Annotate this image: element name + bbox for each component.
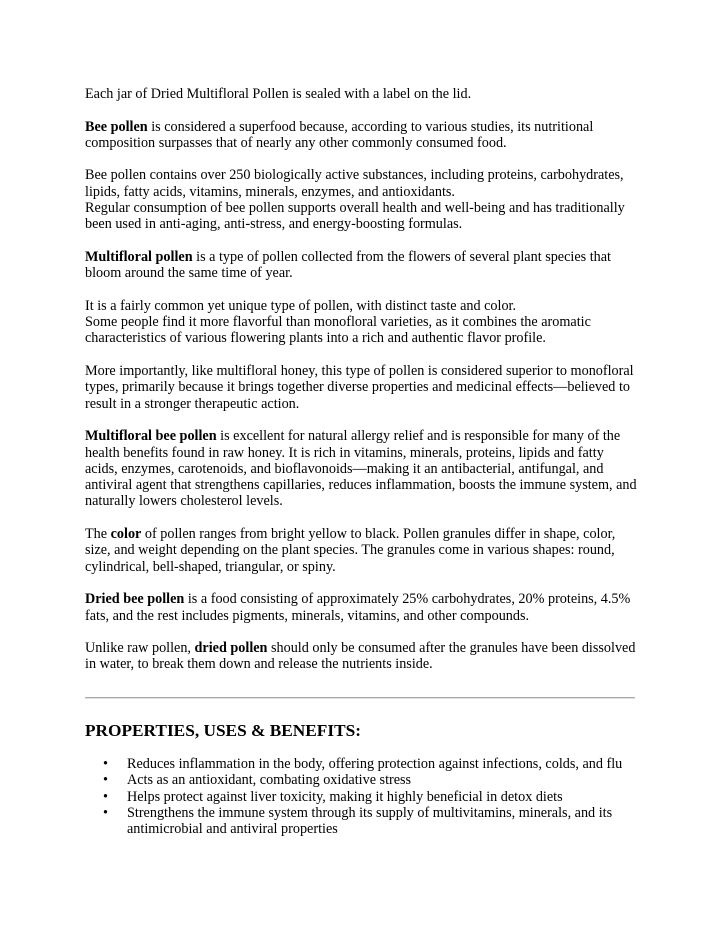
bullet-icon: • [103,756,108,772]
paragraph-substances: Bee pollen contains over 250 biologically active substances, including proteins, carbohydrates, lipids, fatty acids, vitamins, minerals, enzymes, and antioxidants. [85,167,624,200]
bold-term: dried pollen [194,640,268,657]
paragraph-text: is a food consisting of approximately 25% carbohydrates, 20% proteins, 4.5% fats, and the rest includes pigments, minerals, vitamins, and other compounds. [85,591,631,624]
list-item-text: Helps protect against liver toxicity, making it highly beneficial in detox diets [127,788,563,805]
bold-term: Bee pollen [85,118,148,135]
paragraph-text: Unlike raw pollen, [85,640,195,657]
list-item [85,772,635,788]
bold-term: Multifloral pollen [85,248,193,265]
body-text [85,86,640,689]
paragraph-text: The [85,526,111,543]
paragraph-superfood [85,119,640,152]
paragraph-composition [85,591,640,624]
bullet-icon: • [103,788,108,805]
paragraph-text: is considered a superfood because, according to various studies, its nutritional composition surpasses that of nearly any other commonly consumed food. [85,118,594,151]
list-item-text: Acts as an antioxidant, combating oxidative stress [127,772,412,789]
paragraph-consumption [85,640,640,673]
list-item [85,789,635,805]
paragraph-color [85,526,640,575]
list-item-text: Strengthens the immune system through its supply of multivitamins, minerals, and its antimicrobial and antiviral properties [127,804,613,838]
paragraph-text: is a type of pollen collected from the flowers of several plant species that bloom around the same time of year. [85,248,611,282]
list-item-text: Reduces inflammation in the body, offering protection against infections, colds, and flu [127,756,623,772]
paragraph-multifloral-definition [85,249,640,282]
list-item [85,756,635,772]
paragraph-flavor: Some people find it more flavorful than monofloral varieties, as it combines the aromatic characteristics of various flowering plants into a rich and authentic flavor profile. [85,314,591,347]
paragraph-jar-label: Each jar of Dried Multifloral Pollen is sealed with a label on the lid. [85,86,472,102]
bullet-icon: • [103,804,108,821]
bullet-icon: • [103,772,108,789]
bold-term: color [110,526,142,543]
paragraph-text: should only be consumed after the granules have been dissolved in water, to break them down and release the nutrients inside. [85,640,636,673]
paragraph-common-type: It is a fairly common yet unique type of pollen, with distinct taste and color. [85,297,517,314]
paragraph-superior: More importantly, like multifloral honey, this type of pollen is considered superior to monofloral types, primarily because it brings together diverse properties and medicinal effects—believed to result in a stronger therapeutic action. [85,363,634,412]
section-heading: PROPERTIES, USES & BENEFITS: [85,721,361,740]
list-item [85,805,635,838]
bold-term: Dried bee pollen [85,591,185,608]
benefits-list [85,756,635,837]
section-divider [85,697,635,699]
paragraph-regular-consumption: Regular consumption of bee pollen supports overall health and well-being and has traditionally been used in anti-aging, anti-stress, and energy-boosting formulas. [85,200,625,233]
bold-term: Multifloral bee pollen [85,428,217,445]
paragraph-text: is excellent for natural allergy relief and is responsible for many of the health benefits found in raw honey. It is rich in vitamins, minerals, proteins, lipids and fatty acids, enzymes, carotenoids, and bioflavonoids—making it an antibacterial, antifungal, and antiviral agent that strengthens capillaries, reduces inflammation, boosts the immune system, and naturally lowers cholesterol levels. [85,428,637,510]
paragraph-allergy-relief [85,428,640,509]
paragraph-text: of pollen ranges from bright yellow to black. Pollen granules differ in shape, color, size, and weight depending on the plant species. The granules come in various shapes: round, cylindrical, bell-shaped, triangular, or spiny. [85,526,616,575]
